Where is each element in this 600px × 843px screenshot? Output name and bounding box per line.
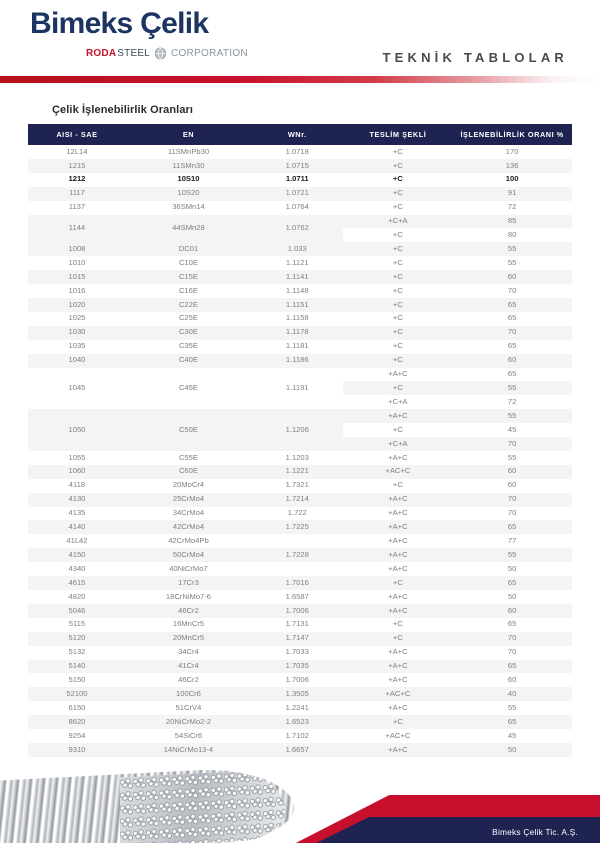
cell-wnr: 1.0721 [251,187,343,201]
cell-islenebilirlik-orani: 65 [507,313,517,323]
cell-teslim-sekli: +A+C [388,591,408,601]
cell-aisi-sae: 5132 [68,647,86,657]
cell-islenebilirlik-orani: 85 [452,215,572,229]
cell-en: 50CrMo4 [126,548,251,562]
cell-en: 11SMnPb30 [167,146,210,156]
cell-teslim-sekli: +AC+C [385,730,411,740]
cell-en: 10S10 [177,174,200,184]
cell-islenebilirlik-orani: 80 [507,230,517,240]
cell-aisi-sae: 1045 [68,383,86,392]
cell-teslim-sekli: +A+C [388,508,408,518]
cell-teslim-sekli: +C [392,174,403,184]
page-header [0,0,600,90]
cell-wnr: 1.0764 [285,202,309,212]
cell-wnr: 1.1191 [285,383,309,392]
table-row [28,340,572,354]
cell-aisi-sae: 1050 [28,409,126,451]
cell-aisi-sae: 52100 [28,687,126,701]
cell-teslim-sekli: +A+C [388,675,408,685]
cell-islenebilirlik-orani: 65 [452,298,572,312]
table-row [28,701,572,715]
cell-aisi-sae: 12L14 [66,146,88,156]
table-row [28,270,572,284]
cell-aisi-sae: 1008 [28,242,126,256]
cell-islenebilirlik-orani: 70 [507,508,517,518]
cell-islenebilirlik-orani: 50 [507,563,517,573]
cell-en: DC01 [126,242,251,256]
header-divider [0,76,600,83]
cell-teslim-sekli: +C [343,187,452,201]
cell-islenebilirlik-orani: 60 [452,354,572,368]
cell-en: 54SiCr6 [174,730,203,740]
table-row [28,368,572,382]
table-row [28,632,572,646]
steel-text: STEEL [117,47,150,59]
table-row [28,312,572,326]
cell-aisi-sae: 4150 [28,548,126,562]
table-row [28,507,572,521]
cell-islenebilirlik-orani: 60 [452,270,572,284]
cell-wnr: 1.1186 [251,354,343,368]
cell-en: C16E [178,285,198,295]
cell-wnr: 1.7214 [251,493,343,507]
cell-teslim-sekli: +C [392,146,403,156]
column-header-islenebilirlik-orani: İŞLENEBİLİRLİK ORANI % [452,124,572,145]
table-row [28,256,572,270]
cell-islenebilirlik-orani: 60 [507,480,517,490]
cell-islenebilirlik-orani: 65 [452,520,572,534]
cell-wnr [251,534,343,548]
cell-islenebilirlik-orani: 65 [452,576,572,590]
table-row [28,646,572,660]
cell-wnr: 1.7225 [251,520,343,534]
table-row [28,660,572,674]
cell-teslim-sekli: +C [343,326,452,340]
cell-islenebilirlik-orani: 65 [507,619,517,629]
cell-en: 20MoCr4 [172,480,205,490]
cell-islenebilirlik-orani: 55 [507,257,517,267]
table-header-row [28,124,572,145]
cell-aisi-sae: 5115 [68,619,86,629]
cell-wnr: 1.7006 [251,604,343,618]
cell-wnr: 1.0711 [285,174,309,184]
cell-islenebilirlik-orani: 100 [505,174,519,184]
cell-islenebilirlik-orani: 60 [452,604,572,618]
table-row [28,687,572,701]
table-row [28,520,572,534]
cell-islenebilirlik-orani: 91 [452,187,572,201]
brand-sublogo [30,47,290,60]
corporation-text: CORPORATION [170,47,248,59]
cell-wnr: 1.033 [251,242,343,256]
cell-en: C60E [126,465,251,479]
cell-islenebilirlik-orani: 77 [507,535,517,545]
cell-islenebilirlik-orani: 55 [452,242,572,256]
cell-teslim-sekli: +C [392,313,403,323]
cell-teslim-sekli: +C [392,424,403,434]
cell-en: 16MnCr5 [172,619,205,629]
cell-en: 100Cr6 [126,687,251,701]
cell-teslim-sekli: +A+C [343,493,452,507]
table-row [28,187,572,201]
cell-aisi-sae: 5150 [68,675,86,685]
cell-teslim-sekli: +A+C [388,535,408,545]
cell-teslim-sekli: +A+C [388,369,408,379]
cell-en: 20MnCr5 [126,632,251,646]
column-header-teslim-sekli: TESLİM ŞEKLİ [343,124,452,145]
cell-teslim-sekli: +C [343,381,452,395]
cell-en: 11SMn30 [126,159,251,173]
cell-islenebilirlik-orani: 70 [452,493,572,507]
cell-wnr: 1.7016 [251,576,343,590]
cell-islenebilirlik-orani: 70 [452,326,572,340]
cell-wnr: 1.7131 [285,619,309,629]
cell-teslim-sekli: +C+A [388,396,408,406]
cell-teslim-sekli: +A+C [343,520,452,534]
table-row [28,173,572,187]
cell-teslim-sekli: +C [392,257,403,267]
cell-aisi-sae: 4118 [68,480,86,490]
cell-teslim-sekli: +C [392,341,403,351]
cell-en: 18CrNiMo7-6 [165,591,212,601]
cell-en: 40NiCrMo7 [169,563,208,573]
footer-company-name: Bimeks Çelik Tic. A.Ş. [492,827,578,837]
table-row [28,465,572,479]
table-row [28,576,572,590]
cell-aisi-sae: 5120 [28,632,126,646]
cell-teslim-sekli: +A+C [343,548,452,562]
table-row [28,145,572,159]
cell-wnr: 1.1148 [285,285,309,295]
cell-teslim-sekli: +C [343,632,452,646]
steel-bars-cross-section [120,770,285,843]
cell-aisi-sae: 1035 [68,341,86,351]
cell-en: 14NiCrMo13-4 [126,743,251,757]
cell-aisi-sae: 1055 [68,452,86,462]
cell-en: C35E [178,341,198,351]
cell-wnr: 1.0762 [251,215,343,243]
cell-en: C22E [126,298,251,312]
table-row [28,729,572,743]
column-header-aisi-sae: AISI - SAE [28,124,126,145]
cell-wnr: 1.1158 [285,313,309,323]
cell-teslim-sekli: +A+C [343,604,452,618]
page-footer [0,770,600,843]
cell-islenebilirlik-orani: 60 [452,465,572,479]
cell-teslim-sekli: +C [392,285,403,295]
cell-aisi-sae: 4820 [68,591,86,601]
cell-islenebilirlik-orani: 65 [507,341,517,351]
cell-teslim-sekli: +AC+C [343,465,452,479]
cell-wnr: 1.7228 [251,548,343,562]
cell-wnr: 1.0718 [285,146,309,156]
brand-logo [30,8,290,60]
cell-en: 34CrMo4 [172,508,205,518]
cell-teslim-sekli: +C [392,480,403,490]
cell-wnr: 1.1178 [251,326,343,340]
cell-wnr: 1.1221 [251,465,343,479]
table-row [28,451,572,465]
cell-aisi-sae: 1015 [28,270,126,284]
table-row [28,479,572,493]
cell-en: 44SMn28 [126,215,251,243]
cell-aisi-sae: 1117 [28,187,126,201]
cell-wnr: 1.3505 [251,687,343,701]
cell-teslim-sekli: +C [343,298,452,312]
table-body [28,145,572,757]
cell-teslim-sekli: +A+C [388,647,408,657]
table-row [28,326,572,340]
cell-islenebilirlik-orani: 65 [452,715,572,729]
cell-teslim-sekli: +C [392,202,403,212]
cell-islenebilirlik-orani: 45 [507,730,517,740]
cell-islenebilirlik-orani: 72 [507,396,517,406]
cell-en: 51CrV4 [175,702,202,712]
cell-en: 46Cr2 [126,604,251,618]
cell-aisi-sae: 1215 [28,159,126,173]
cell-islenebilirlik-orani: 50 [452,743,572,757]
table-row [28,409,572,423]
cell-teslim-sekli: +C [343,159,452,173]
cell-en: 20NiCrMo2-2 [126,715,251,729]
cell-aisi-sae: 1144 [28,215,126,243]
cell-wnr: 1.7321 [285,480,309,490]
table-row [28,715,572,729]
cell-wnr: 1.6587 [285,591,309,601]
cell-en: C10E [178,257,198,267]
cell-islenebilirlik-orani: 55 [507,452,517,462]
cell-wnr: 1.7033 [285,647,309,657]
cell-teslim-sekli: +A+C [388,702,408,712]
cell-wnr: 1.1203 [285,452,309,462]
cell-en: C25E [178,313,198,323]
cell-en: C15E [126,270,251,284]
cell-aisi-sae: 9254 [68,730,86,740]
cell-islenebilirlik-orani: 50 [507,591,517,601]
cell-islenebilirlik-orani: 55 [452,409,572,423]
cell-teslim-sekli: +A+C [343,743,452,757]
cell-aisi-sae: 4135 [68,508,86,518]
cell-islenebilirlik-orani: 55 [452,548,572,562]
cell-teslim-sekli: +C [343,242,452,256]
cell-wnr: 1.1151 [251,298,343,312]
cell-islenebilirlik-orani: 45 [507,424,517,434]
cell-aisi-sae: 1020 [28,298,126,312]
cell-islenebilirlik-orani: 70 [507,647,517,657]
cell-wnr: 1.1206 [251,409,343,451]
cell-aisi-sae: 8620 [28,715,126,729]
cell-aisi-sae: 6150 [68,702,86,712]
cell-islenebilirlik-orani: 55 [507,702,517,712]
cell-teslim-sekli: +C+A [343,437,452,451]
cell-wnr: 1.2241 [285,702,309,712]
cell-teslim-sekli: +C+A [343,215,452,229]
cell-wnr: 1.1181 [285,341,309,351]
table-row [28,298,572,312]
globe-icon [153,47,168,60]
table-row [28,618,572,632]
table-row [28,604,572,618]
table-row [28,201,572,215]
table-row [28,562,572,576]
table-row [28,548,572,562]
cell-islenebilirlik-orani: 65 [452,660,572,674]
cell-en: 25CrMo4 [126,493,251,507]
cell-teslim-sekli: +AC+C [343,687,452,701]
table-row [28,242,572,256]
cell-wnr: 1.7102 [285,730,309,740]
table-row [28,493,572,507]
cell-islenebilirlik-orani: 40 [452,687,572,701]
cell-en: C50E [126,409,251,451]
cell-en: 36SMn14 [172,202,205,212]
cell-en: 46Cr2 [178,675,199,685]
cell-aisi-sae: 4140 [28,520,126,534]
cell-islenebilirlik-orani: 65 [507,369,517,379]
cell-teslim-sekli: +C [343,576,452,590]
cell-aisi-sae: 9310 [28,743,126,757]
cell-wnr: 1.7147 [251,632,343,646]
cell-teslim-sekli: +A+C [343,409,452,423]
column-header-en: EN [126,124,251,145]
cell-wnr: 1.6523 [251,715,343,729]
cell-en: 42CrMo4 [126,520,251,534]
cell-wnr [251,562,343,576]
cell-islenebilirlik-orani: 170 [505,146,519,156]
cell-aisi-sae: 5046 [28,604,126,618]
cell-en: 41Cr4 [126,660,251,674]
cell-islenebilirlik-orani: 55 [452,381,572,395]
roda-text: RODA [86,47,117,59]
cell-aisi-sae: 1040 [28,354,126,368]
table-row [28,590,572,604]
cell-wnr: 1.1121 [285,257,309,267]
column-header-wnr: WNr. [251,124,343,145]
cell-teslim-sekli: +C [343,715,452,729]
cell-aisi-sae: 1212 [68,174,86,184]
cell-wnr: 1.6657 [251,743,343,757]
cell-islenebilirlik-orani: 136 [452,159,572,173]
brand-name: Bimeks Çelik [30,7,209,40]
cell-aisi-sae: 5140 [28,660,126,674]
cell-en: 17Cr3 [126,576,251,590]
cell-wnr: 1.722 [287,508,307,518]
table-row [28,743,572,757]
cell-islenebilirlik-orani: 70 [452,437,572,451]
table-row [28,284,572,298]
section-title: Çelik İşlenebilirlik Oranları [52,104,194,116]
cell-aisi-sae: 1016 [68,285,86,295]
cell-teslim-sekli: +A+C [388,563,408,573]
cell-en: C40E [126,354,251,368]
cell-teslim-sekli: +A+C [343,660,452,674]
cell-aisi-sae: 4615 [28,576,126,590]
cell-en: C30E [126,326,251,340]
cell-en: 42CrMo4Pb [168,535,209,545]
cell-teslim-sekli: +C [343,270,452,284]
cell-aisi-sae: 41L42 [66,535,88,545]
cell-islenebilirlik-orani: 70 [507,285,517,295]
cell-islenebilirlik-orani: 60 [507,675,517,685]
cell-teslim-sekli: +A+C [388,452,408,462]
cell-wnr: 1.7035 [251,660,343,674]
cell-en: 10S20 [126,187,251,201]
cell-teslim-sekli: +C [343,354,452,368]
table-row [28,159,572,173]
cell-aisi-sae: 4340 [68,563,86,573]
cell-en: C45E [178,383,198,392]
table-row [28,354,572,368]
cell-islenebilirlik-orani: 72 [507,202,517,212]
cell-islenebilirlik-orani: 70 [452,632,572,646]
cell-teslim-sekli: +C [392,230,403,240]
cell-aisi-sae: 1137 [68,202,86,212]
cell-wnr: 1.7006 [285,675,309,685]
machinability-table [28,124,572,757]
document-title: TEKNİK TABLOLAR [382,50,568,65]
table-row [28,215,572,229]
cell-wnr: 1.1141 [251,270,343,284]
table-row [28,534,572,548]
cell-teslim-sekli: +C [392,619,403,629]
cell-aisi-sae: 4130 [28,493,126,507]
cell-wnr: 1.0715 [251,159,343,173]
cell-en: 34Cr4 [178,647,199,657]
cell-en: C55E [178,452,198,462]
cell-aisi-sae: 1060 [28,465,126,479]
cell-aisi-sae: 1030 [28,326,126,340]
cell-aisi-sae: 1025 [68,313,86,323]
table-row [28,673,572,687]
table-container [28,124,572,757]
cell-aisi-sae: 1010 [68,257,86,267]
